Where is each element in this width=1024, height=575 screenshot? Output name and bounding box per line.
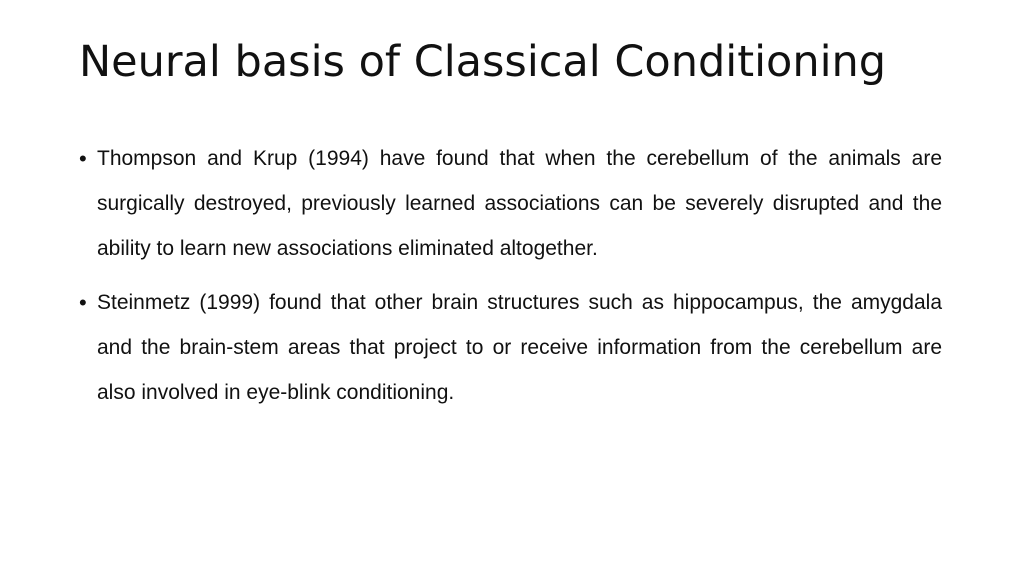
slide-title: Neural basis of Classical Conditioning — [79, 37, 887, 87]
bullet-item-thompson — [79, 136, 942, 271]
bullet-text: Thompson and Krup (1994) have found that when the cerebellum of the animals are surgically destroyed, previously learned associations can be severely disrupted and the ability to learn new associations eliminated altogether. — [97, 147, 942, 260]
bullet-text: Steinmetz (1999) found that other brain structures such as hippocampus, the amygdala and the brain-stem areas that project to or receive information from the cerebellum are also involved in eye-blink conditioning. — [97, 291, 942, 404]
bullet-list — [79, 136, 942, 424]
bullet-dot-icon: • — [79, 290, 87, 315]
bullet-item-steinmetz — [79, 280, 942, 415]
bullet-dot-icon: • — [79, 146, 87, 171]
